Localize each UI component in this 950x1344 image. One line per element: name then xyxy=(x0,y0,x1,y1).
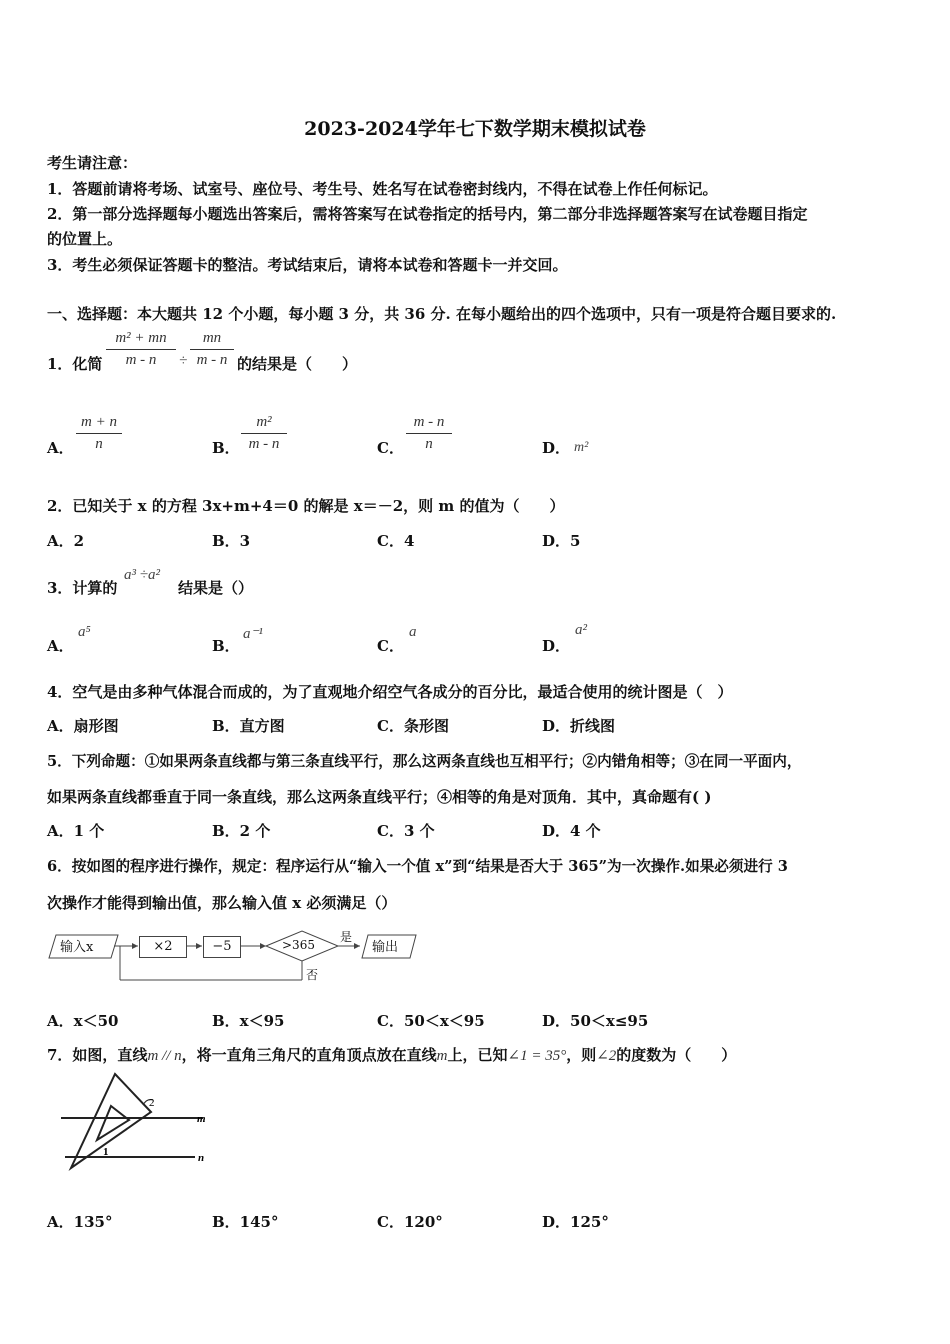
flow-subtract-box: −5 xyxy=(203,936,241,958)
q1-a-denominator: n xyxy=(95,436,103,452)
q3-option-b-label[interactable]: B． xyxy=(212,637,240,655)
q1-option-c[interactable] xyxy=(406,414,452,453)
q3-expression: a³ ÷a² xyxy=(124,567,160,583)
q7-option-a[interactable]: A．135° xyxy=(47,1213,113,1231)
flow-no-label: 否 xyxy=(306,968,319,982)
q1-fraction-1 xyxy=(106,330,176,369)
q7-angle2-expr: ∠2 xyxy=(596,1048,617,1064)
q7-option-d[interactable]: D．125° xyxy=(542,1213,609,1231)
q1-option-a-label[interactable]: A． xyxy=(47,439,74,457)
flow-condition: >365 xyxy=(282,938,315,952)
q1-suffix: 的结果是（ ） xyxy=(237,355,358,373)
q1-option-d-label[interactable]: D． xyxy=(542,439,571,457)
q4-stem: 4．空气是由多种气体混合而成的，为了直观地介绍空气各成分的百分比，最适合使用的统计图是（ ） xyxy=(47,683,733,701)
q6-option-a[interactable]: A．x＜50 xyxy=(47,1012,119,1030)
q3-prefix: 3．计算的 xyxy=(47,579,118,597)
q3-suffix: 结果是（） xyxy=(178,579,254,597)
q1-b-denominator: m - n xyxy=(248,436,280,452)
q6-option-c[interactable]: C．50＜x＜95 xyxy=(377,1012,485,1030)
notice-line-2b: 的位置上。 xyxy=(47,230,123,248)
q3-option-a-label[interactable]: A． xyxy=(47,637,74,655)
q3-option-c-label[interactable]: C． xyxy=(377,637,404,655)
q1-b-numerator: m² xyxy=(256,414,272,430)
q7-label-m: m xyxy=(197,1113,206,1125)
q1-option-a[interactable] xyxy=(76,414,122,453)
q3-option-b[interactable]: a⁻¹ xyxy=(243,626,263,642)
q5-line-1: 5．下列命题：①如果两条直线都与第三条直线平行，那么这两条直线也互相平行；②内错角相等；③在同一平面内， xyxy=(47,753,802,770)
q3-option-d-label[interactable]: D． xyxy=(542,637,571,655)
flow-yes-label: 是 xyxy=(340,930,353,944)
q7-label-1: 1 xyxy=(103,1146,109,1158)
q1-c-numerator: m - n xyxy=(413,414,445,430)
q7-option-b[interactable]: B．145° xyxy=(212,1213,279,1231)
q2-option-c[interactable]: C．4 xyxy=(377,532,415,550)
q6-line-1: 6．按如图的程序进行操作，规定：程序运行从“输入一个值 x”到“结果是否大于 365”为一次操作.如果必须进行 3 xyxy=(47,858,788,875)
q7-suffix: 的度数为（ ） xyxy=(616,1046,737,1064)
q7-line-m: m xyxy=(436,1048,448,1064)
q7-stem xyxy=(47,1044,736,1065)
q1-fraction-2 xyxy=(190,330,234,369)
section-one-heading: 一、选择题：本大题共 12 个小题，每小题 3 分，共 36 分. 在每小题给出的四个选项中，只有一项是符合题目要求的. xyxy=(47,305,837,323)
q3-option-a[interactable]: a⁵ xyxy=(78,624,91,640)
q5-option-a[interactable]: A．1 个 xyxy=(47,822,105,840)
q5-option-c[interactable]: C．3 个 xyxy=(377,822,435,840)
flow-input: 输入x xyxy=(60,940,94,955)
q6-option-d[interactable]: D．50＜x≤95 xyxy=(542,1012,649,1030)
q6-option-b[interactable]: B．x＜95 xyxy=(212,1012,285,1030)
q1-option-b-label[interactable]: B． xyxy=(212,439,240,457)
q3-option-c[interactable]: a xyxy=(409,624,417,640)
q4-option-a[interactable]: A．扇形图 xyxy=(47,717,119,735)
notice-line-2a: 2．第一部分选择题每小题选出答案后，需将答案写在试卷指定的括号内，第二部分非选择题答案写在试卷题目指定 xyxy=(47,205,808,223)
notice-line-3: 3．考生必须保证答题卡的整洁。考试结束后，请将本试卷和答题卡一并交回。 xyxy=(47,256,568,274)
q7-label-2: 2 xyxy=(149,1097,155,1109)
q5-option-d[interactable]: D．4 个 xyxy=(542,822,601,840)
q7-mid: ，将一直角三角尺的直角顶点放在直线 xyxy=(181,1046,437,1064)
q1-option-b[interactable] xyxy=(241,414,287,453)
q1-prefix: 1．化简 xyxy=(47,355,103,373)
q1-c-denominator: n xyxy=(425,436,433,452)
q1-option-d[interactable]: m² xyxy=(574,440,589,455)
q7-angle1-expr: ∠1 = 35° xyxy=(507,1048,567,1064)
q1-divide-sign: ÷ xyxy=(179,353,188,369)
q4-option-b[interactable]: B．直方图 xyxy=(212,717,285,735)
q4-option-c[interactable]: C．条形图 xyxy=(377,717,449,735)
flow-output: 输出 xyxy=(372,940,399,955)
q4-option-d[interactable]: D．折线图 xyxy=(542,717,616,735)
q6-flowchart xyxy=(48,928,428,988)
flow-multiply-box: ×2 xyxy=(139,936,187,958)
q1-f1-denominator: m - n xyxy=(125,352,157,368)
page-title: 2023-2024学年七下数学期末模拟试卷 xyxy=(304,118,646,140)
q2-option-d[interactable]: D．5 xyxy=(542,532,581,550)
q3-option-d[interactable]: a² xyxy=(575,622,587,638)
q7-option-c[interactable]: C．120° xyxy=(377,1213,443,1231)
q5-line-2: 如果两条直线都垂直于同一条直线，那么这两条直线平行；④相等的角是对顶角．其中，真命题有( ) xyxy=(47,788,712,806)
q7-mid2: 上，已知 xyxy=(447,1046,508,1064)
q7-parallel-expr: m // n xyxy=(147,1048,182,1064)
q1-a-numerator: m + n xyxy=(81,414,117,430)
q1-f1-numerator: m² + mn xyxy=(115,330,167,346)
q2-option-b[interactable]: B．3 xyxy=(212,532,251,550)
q5-option-b[interactable]: B．2 个 xyxy=(212,822,271,840)
q7-prefix: 7．如图，直线 xyxy=(47,1046,148,1064)
q2-option-a[interactable]: A．2 xyxy=(47,532,85,550)
q1-f2-denominator: m - n xyxy=(196,352,228,368)
notice-line-1: 1．答题前请将考场、试室号、座位号、考生号、姓名写在试卷密封线内，不得在试卷上作任何标记。 xyxy=(47,180,718,198)
q7-figure xyxy=(55,1070,225,1180)
notice-heading: 考生请注意： xyxy=(47,154,138,172)
q2-stem: 2．已知关于 x 的方程 3x+m+4＝0 的解是 x＝－2，则 m 的值为（ ） xyxy=(47,497,565,515)
q7-mid3: ，则 xyxy=(566,1046,597,1064)
q7-label-n: n xyxy=(198,1152,205,1164)
q6-line-2: 次操作才能得到输出值，那么输入值 x 必须满足（） xyxy=(47,894,397,912)
q1-option-c-label[interactable]: C． xyxy=(377,439,404,457)
q1-f2-numerator: mn xyxy=(202,330,222,346)
